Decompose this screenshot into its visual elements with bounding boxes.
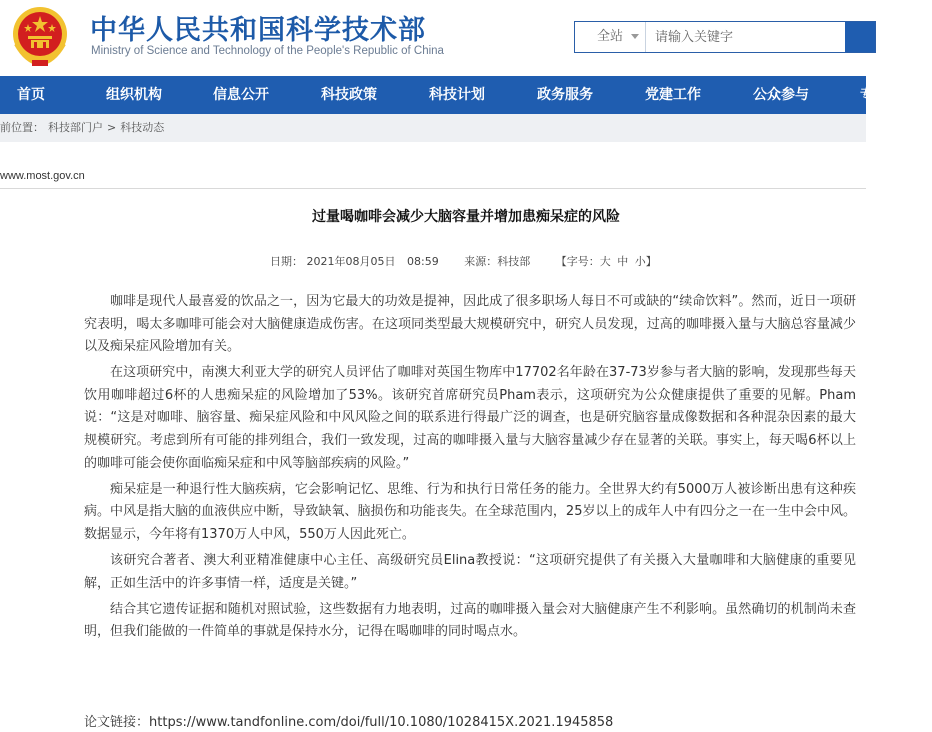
article-time: 08:59 <box>407 255 439 268</box>
font-size-label: 【字号： <box>555 255 600 268</box>
nav-item-policy[interactable]: 科技政策 <box>321 87 377 103</box>
breadcrumb-portal-link[interactable]: 科技部门户 <box>48 121 103 134</box>
paper-link[interactable]: https://www.tandfonline.com/doi/full/10.1080/1028415X.2021.1945858 <box>149 715 614 730</box>
site-header <box>0 0 866 76</box>
article-title: 过量喝咖啡会减少大脑容量并增加患痴呆症的风险 <box>312 209 620 225</box>
national-emblem-icon[interactable] <box>6 4 74 70</box>
article-date: 2021年08月05日 <box>306 255 396 268</box>
article-paragraph: 痴呆症是一种退行性大脑疾病，它会影响记忆、思维、行为和执行日常任务的能力。全世界大约有5000万人被诊断出患有这种疾病。中风是指大脑的血液供应中断，导致缺氧、脑损伤和功能丧失。在全球范围内，25岁以上的成年人中有四分之一在一生中会中风。数据显示，今年将有1370万人中风，550万人因此死亡。 <box>84 481 856 542</box>
source-label: 来源： <box>464 255 498 268</box>
main-nav <box>0 76 874 114</box>
nav-item-party[interactable]: 党建工作 <box>645 87 701 103</box>
site-subtitle: Ministry of Science and Technology of the People's Republic of China <box>91 45 444 57</box>
font-size-medium-button[interactable]: 中 <box>617 255 629 268</box>
nav-item-special[interactable]: 专 <box>860 87 874 103</box>
date-label: 日期： <box>270 255 303 268</box>
breadcrumb-news-link[interactable]: 科技动态 <box>120 121 165 134</box>
search-box <box>574 21 876 53</box>
font-size-small-button[interactable]: 小 <box>634 255 646 268</box>
search-scope-value: 全站 <box>596 29 623 44</box>
breadcrumb-prefix: 前位置： <box>0 121 44 134</box>
nav-item-info-disclosure[interactable]: 信息公开 <box>213 87 269 103</box>
article-source: 科技部 <box>497 255 531 268</box>
chevron-down-icon <box>631 34 639 39</box>
font-size-end: 】 <box>645 255 657 268</box>
article-meta <box>270 253 657 269</box>
article-body <box>84 291 856 647</box>
paper-link-line <box>84 711 613 730</box>
nav-item-home[interactable]: 首页 <box>17 87 45 103</box>
paper-link-label: 论文链接： <box>84 715 150 730</box>
search-button[interactable] <box>845 22 875 52</box>
search-scope-select[interactable] <box>575 22 646 52</box>
article-paragraph: 在这项研究中，南澳大利亚大学的研究人员评估了咖啡对英国生物库中17702名年龄在37-73岁参与者大脑的影响，发现那些每天饮用咖啡超过6杯的人患痴呆症的风险增加了53%。该研究首席研究员Pham表示，这项研究为公众健康提供了重要的见解。Pham说：“这是对咖啡、脑容量、痴呆症风险和中风风险之间的联系进行得最广泛的调查，也是研究脑容量成像数据和各种混杂因素的最大规模研究。考虑到所有可能的排列组合，我们一致发现，过高的咖啡摄入量与大脑容量减少存在显著的关联。事实上，每天喝6杯以上的咖啡可能会使你面临痴呆症和中风等脑部疾病的风险。” <box>84 365 856 471</box>
site-title[interactable]: 中华人民共和国科学技术部 <box>90 15 426 46</box>
divider <box>0 188 866 189</box>
article-paragraph: 咖啡是现代人最喜爱的饮品之一，因为它最大的功效是提神，因此成了很多职场人每日不可或缺的“续命饮料”。然而，近日一项研究表明，喝太多咖啡可能会对大脑健康造成伤害。在这项同类型最大规模研究中，研究人员发现，过高的咖啡摄入量与大脑总容量减少以及痴呆症风险增加有关。 <box>84 294 856 355</box>
breadcrumb <box>0 114 866 142</box>
site-domain: www.most.gov.cn <box>0 170 85 182</box>
search-input[interactable] <box>653 23 847 51</box>
font-size-large-button[interactable]: 大 <box>599 255 611 268</box>
nav-item-services[interactable]: 政务服务 <box>537 87 593 103</box>
breadcrumb-separator: > <box>107 121 117 134</box>
article-paragraph: 该研究合著者、澳大利亚精准健康中心主任、高级研究员Elina教授说：“这项研究提供了有关摄入大量咖啡和大脑健康的重要见解，正如生活中的许多事情一样，适度是关键。” <box>84 553 856 591</box>
nav-item-organization[interactable]: 组织机构 <box>106 87 162 103</box>
article-paragraph: 结合其它遗传证据和随机对照试验，这些数据有力地表明，过高的咖啡摄入量会对大脑健康产生不利影响。虽然确切的机制尚未查明，但我们能做的一件简单的事就是保持水分，记得在喝咖啡的同时喝点水。 <box>84 601 856 640</box>
nav-item-programs[interactable]: 科技计划 <box>429 87 485 103</box>
nav-item-public[interactable]: 公众参与 <box>753 87 809 103</box>
